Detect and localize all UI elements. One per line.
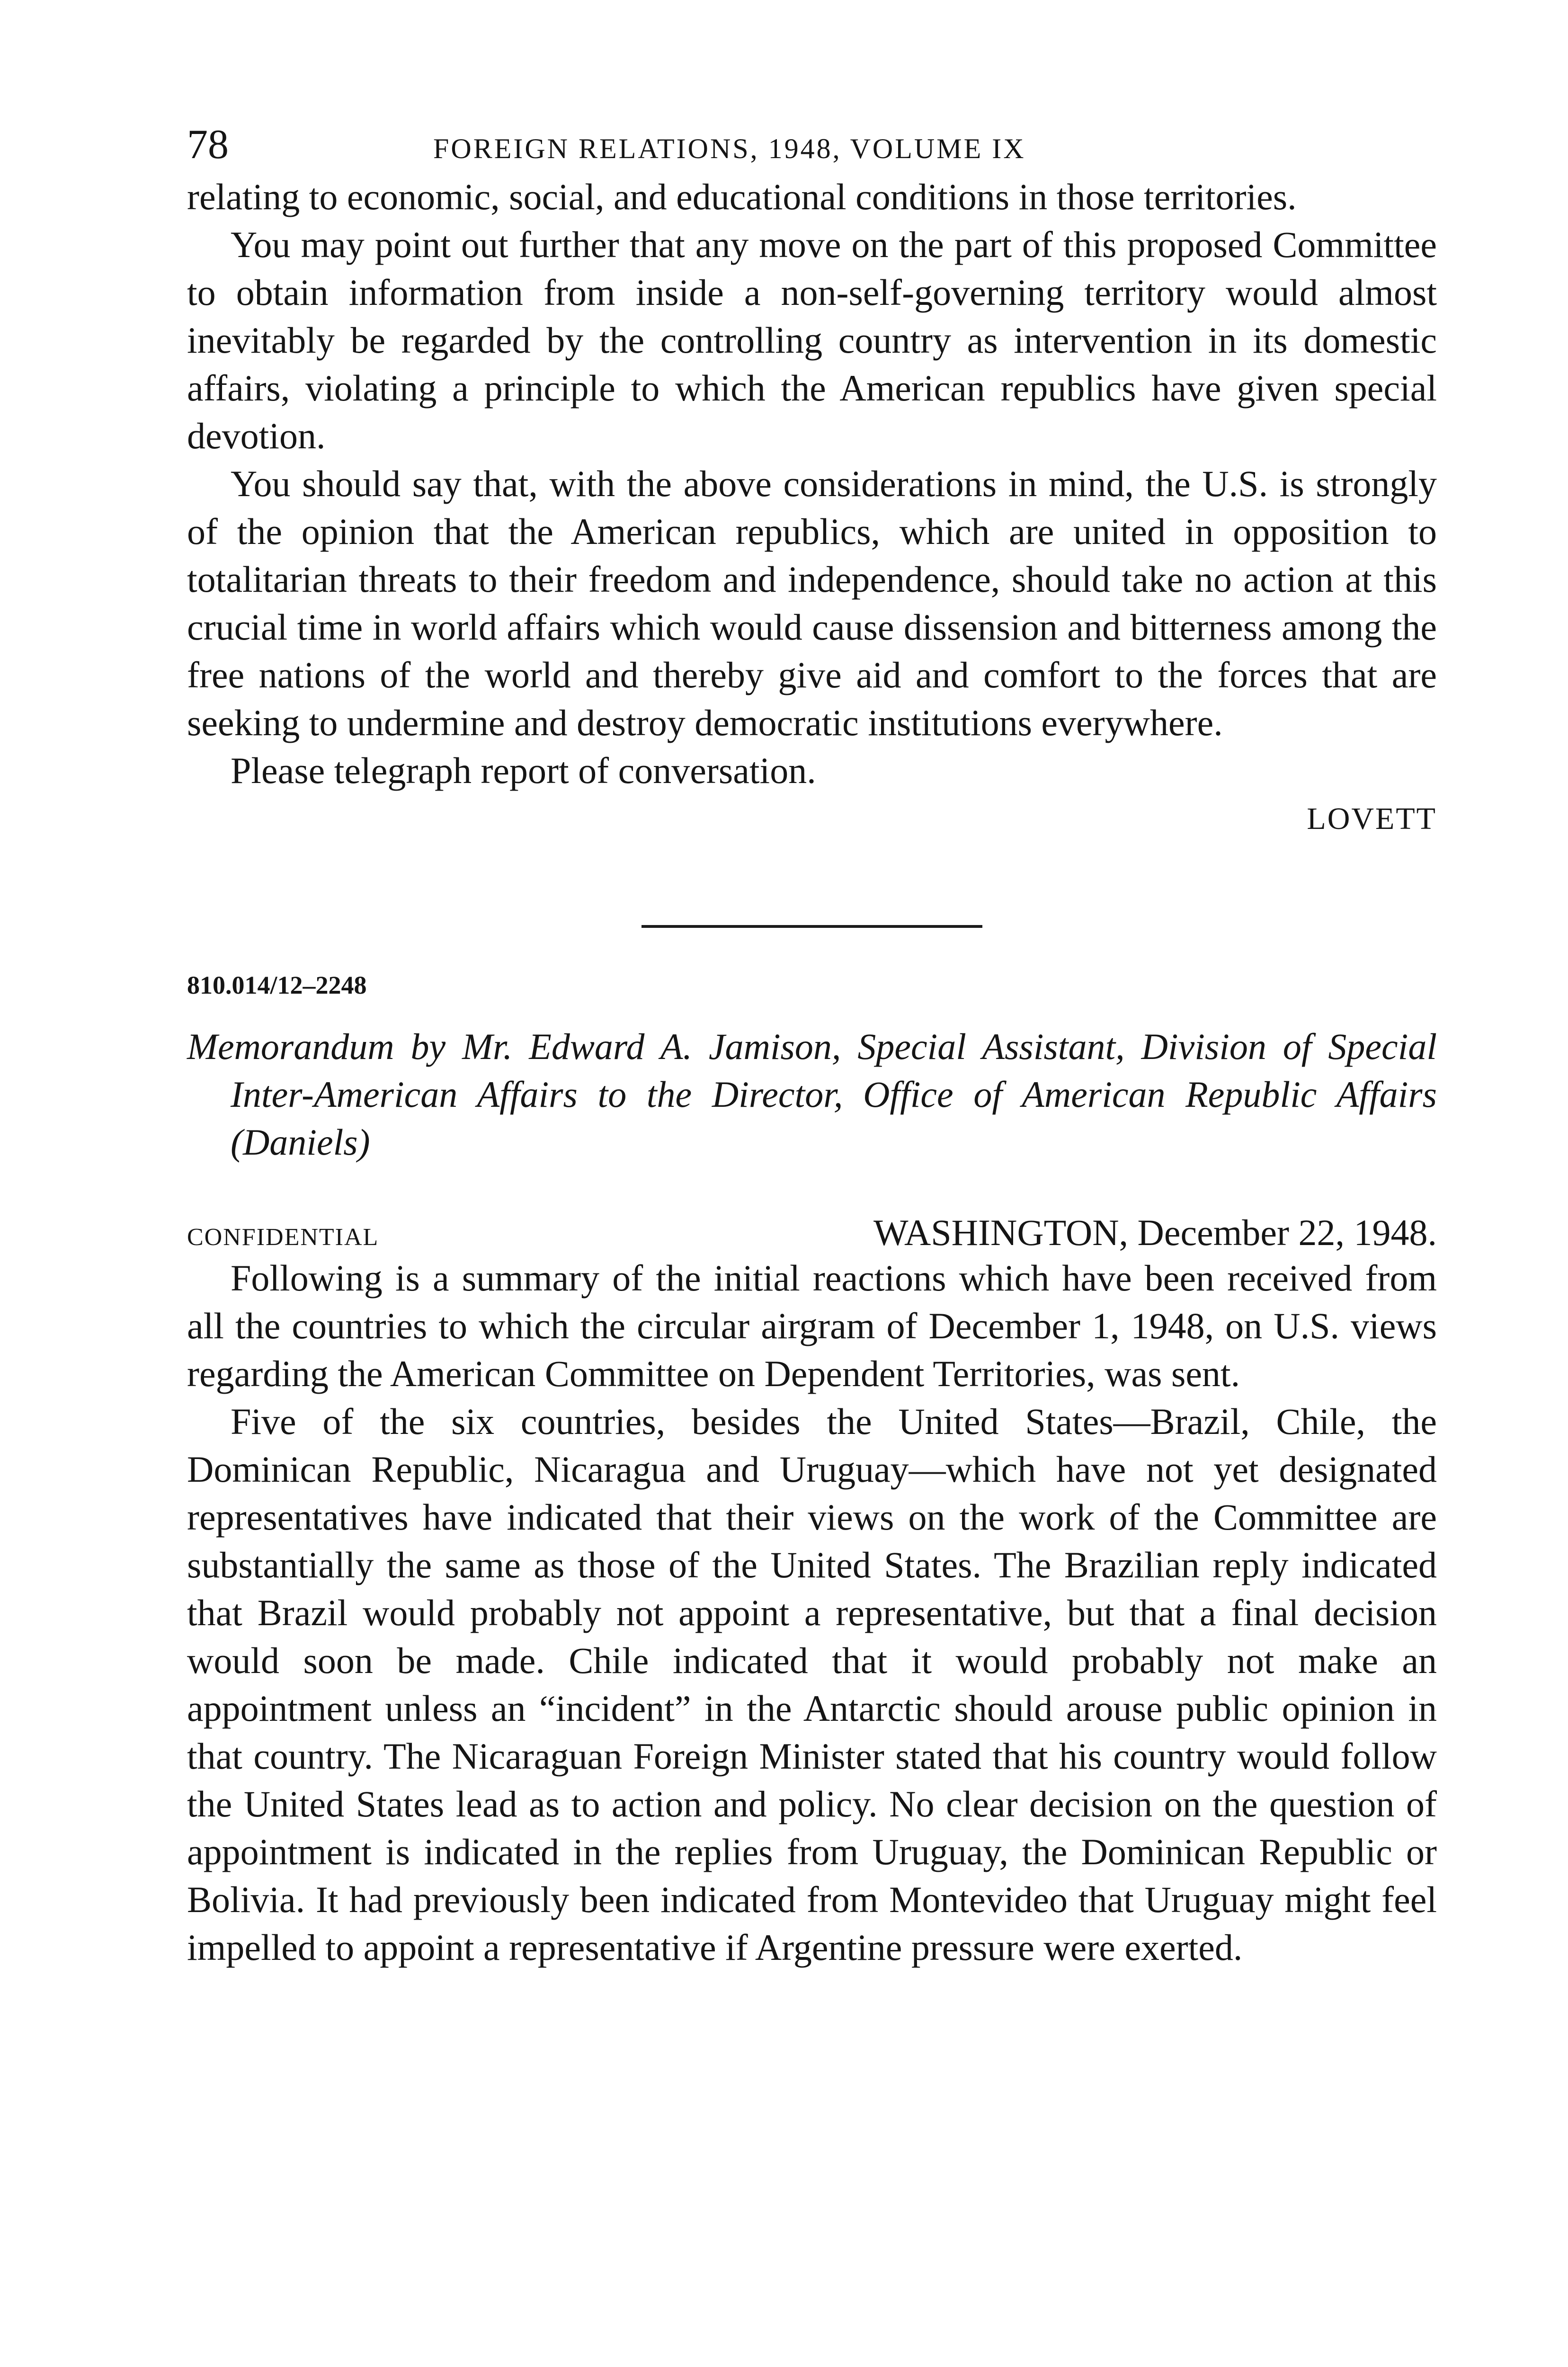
- page-header: [187, 121, 1437, 173]
- running-head: FOREIGN RELATIONS, 1948, VOLUME IX: [433, 133, 1026, 164]
- classification-label: CONFIDENTIAL: [187, 1224, 379, 1251]
- memorandum-paragraph: Following is a summary of the initial reactions which have been received from all the countries to which the circular airgram of December 1, 1948, on U.S. views regarding the American Committee on Dependent Territories, was sent.: [187, 1257, 1437, 1394]
- section-divider: [641, 925, 982, 928]
- document-title: Memorandum by Mr. Edward A. Jamison, Special Assistant, Division of Special Inter-American Affairs to the Director, Office of American Republic Affairs (Daniels): [187, 1026, 1437, 1163]
- telegram-paragraph: Please telegraph report of conversation.: [231, 750, 816, 791]
- memorandum-paragraph: Five of the six countries, besides the United States—Brazil, Chile, the Dominican Republic, Nicaragua and Uruguay—which have not yet designated representatives have indicated that their views on the work of the Committee are substantially the same as those of the United States. The Brazilian reply indicated that Brazil would probably not appoint a representative, but that a final decision would soon be made. Chile indicated that it would probably not make an appointment unless an “incident” in the Antarctic should arouse public opinion in that country. The Nicaraguan Foreign Minister stated that his country would follow the United States lead as to action and policy. No clear decision on the question of appointment is indicated in the replies from Uruguay, the Dominican Republic or Bolivia. It had previously been indicated from Montevideo that Uruguay might feel impelled to appoint a representative if Argentine pressure were exerted.: [187, 1401, 1437, 1968]
- telegram-body: [187, 173, 1437, 837]
- telegram-paragraph: relating to economic, social, and educational conditions in those territories.: [187, 176, 1297, 217]
- place-and-date: WASHINGTON, December 22, 1948.: [873, 1212, 1437, 1253]
- file-number: 810.014/12–2248: [187, 971, 367, 999]
- telegram-paragraph: You should say that, with the above considerations in mind, the U.S. is strongly of the opinion that the American republics, which are united in opposition to totalitarian threats to their freedom and independence, should take no action at this crucial time in world affairs which would cause dissension and bitterness among the free nations of the world and thereby give aid and comfort to the forces that are seeking to undermine and destroy democratic institutions everywhere.: [187, 463, 1437, 743]
- telegram-paragraph: You may point out further that any move on the part of this proposed Committee to obtain information from inside a non-self-governing territory would almost inevitably be regarded by the controlling country as intervention in its domestic affairs, violating a principle to which the American republics have given special devotion.: [187, 224, 1437, 456]
- dateline: [187, 1211, 1437, 1254]
- memorandum-section: [187, 970, 1437, 1971]
- page-number: 78: [187, 122, 229, 168]
- signature: LOVETT: [1307, 801, 1437, 836]
- document-page: [187, 121, 1437, 1971]
